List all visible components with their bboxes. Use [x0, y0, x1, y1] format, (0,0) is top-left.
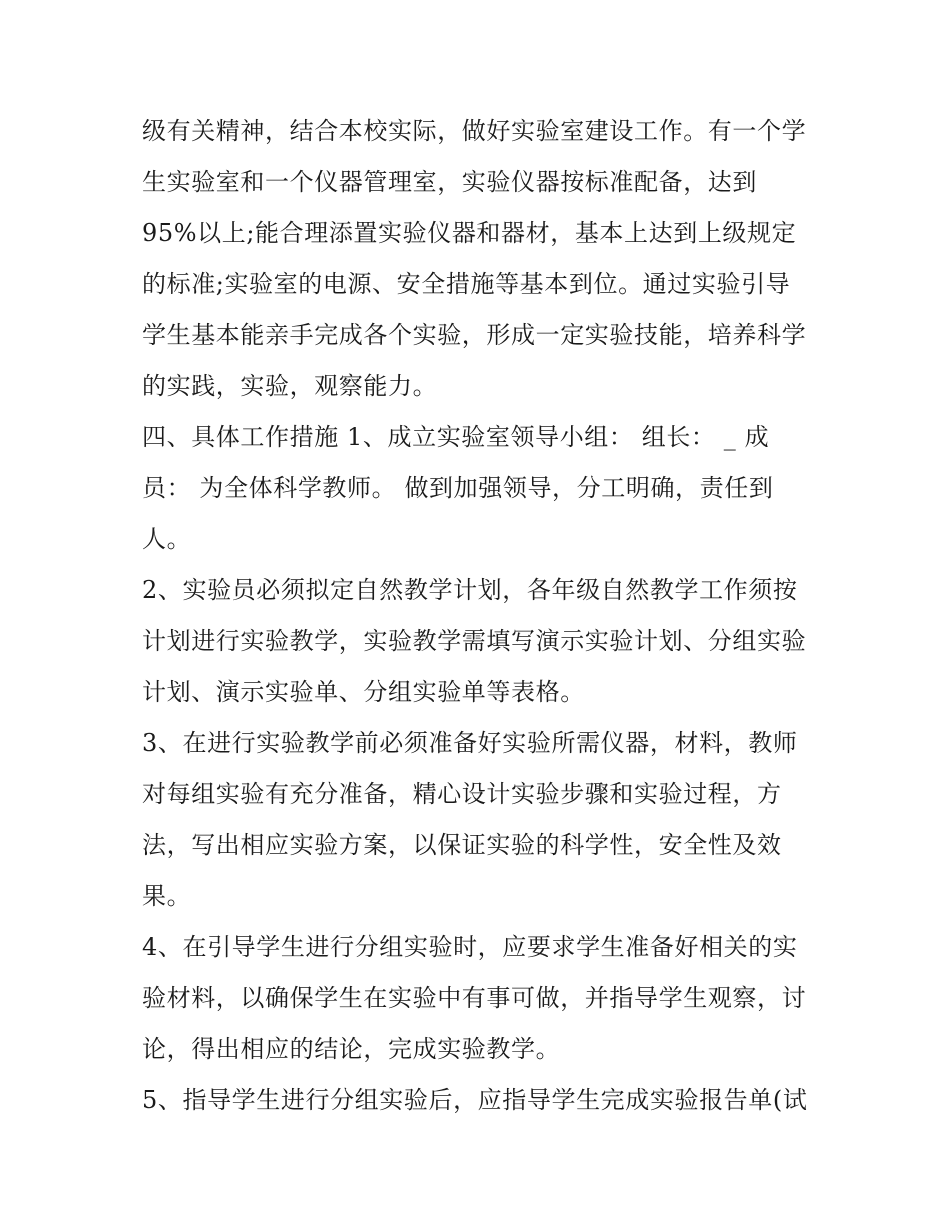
text-line: 的标准;实验室的电源、安全措施等基本到位。通过实验引导 — [142, 270, 791, 298]
text-line: 四、具体工作措施 1、成立实验室领导小组： 组长： _ 成 — [142, 423, 770, 451]
text-line: 3、在进行实验教学前必须准备好实验所需仪器，材料，教师 — [142, 729, 798, 757]
body-text — [142, 106, 822, 1126]
text-line: 4、在引导学生进行分组实验时，应要求学生准备好相关的实 — [142, 933, 798, 961]
text-line: 的实践，实验，观察能力。 — [142, 372, 438, 400]
text-line: 验材料，以确保学生在实验中有事可做，并指导学生观察，讨 — [142, 984, 807, 1012]
text-line: 对每组实验有充分准备，精心设计实验步骤和实验过程，方 — [142, 780, 782, 808]
text-line: 员： 为全体科学教师。 做到加强领导，分工明确，责任到 — [142, 474, 774, 502]
text-line: 级有关精神，结合本校实际，做好实验室建设工作。有一个学 — [142, 117, 807, 145]
text-line: 计划进行实验教学，实验教学需填写演示实验计划、分组实验 — [142, 627, 807, 655]
text-line: 2、实验员必须拟定自然教学计划，各年级自然教学工作须按 — [142, 576, 798, 604]
text-line: 果。 — [142, 882, 192, 910]
text-line: 学生基本能亲手完成各个实验，形成一定实验技能，培养科学 — [142, 321, 807, 349]
text-line: 5、指导学生进行分组实验后，应指导学生完成实验报告单(试 — [142, 1086, 808, 1114]
text-line: 计划、演示实验单、分组实验单等表格。 — [142, 678, 585, 706]
text-line: 生实验室和一个仪器管理室，实验仪器按标准配备，达到 — [142, 168, 757, 196]
text-line: 95%以上;能合理添置实验仪器和器材，基本上达到上级规定 — [142, 219, 797, 247]
text-line: 法，写出相应实验方案，以保证实验的科学性，安全性及效 — [142, 831, 782, 859]
text-line: 人。 — [142, 525, 192, 553]
text-line: 论，得出相应的结论，完成实验教学。 — [142, 1035, 561, 1063]
